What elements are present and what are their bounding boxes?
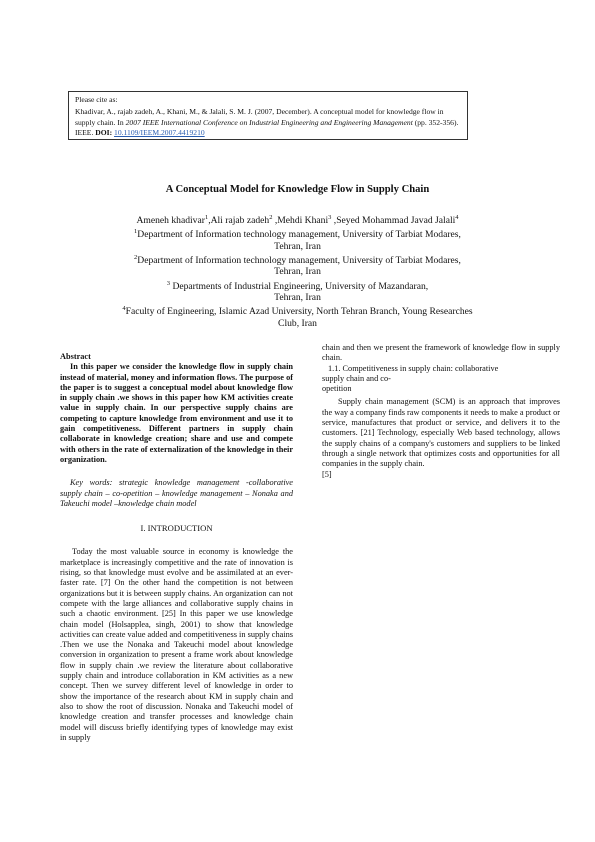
citation-pages: (pp. 352-356). IEEE. [75, 117, 459, 138]
right-column [322, 343, 560, 480]
citation-authors-title: Khadivar, A., rajab zadeh, A., Khani, M., & Jalali, S. M. J. (2007, December). A conceptual model for knowledge flow in supply chain. In [75, 107, 444, 127]
author-name: ,Seyed Mohammad Javad Jalali [331, 215, 456, 227]
paper-title: A Conceptual Model for Knowledge Flow in Supply Chain [165, 184, 430, 195]
abstract-heading: Abstract [60, 352, 91, 361]
affiliation-city: Tehran, Iran [274, 291, 321, 303]
affiliation [90, 226, 505, 240]
author-name: ,Ali rajab zadeh [208, 215, 270, 227]
citation-box [68, 91, 468, 140]
introduction-continuation: chain and then we present the framework of knowledge flow in supply chain. [322, 343, 560, 363]
left-column [60, 352, 293, 743]
author-superscript: 2 [269, 214, 273, 221]
affiliation-city: Tehran, Iran [274, 240, 321, 252]
keywords: Key words: strategic knowledge management -collaborative supply chain – co-opetition – knowledge management – Nonaka and Takeuchi model –knowledge chain model [60, 478, 293, 508]
subsection-heading: 1.1. Competitiveness in supply chain: collaborative [328, 363, 499, 373]
introduction-body: Today the most valuable source in economy is knowledge the marketplace is increasingly competitive and the rate of innovation is rising, so that knowledge must evolve and be assimilated at an ever-faster rate. [7] On the other hand the competition is not between organizations but it is between supply chains. An organization can not compete with the large alliances and collaborative supply chains in such a chaotic environment. [25] In this paper we use knowledge chain model (Holsapplea, singh, 2001) to show that knowledge activities can create value added and competitiveness in supply chains .Then we use the Nonaka and Takeuchi model about knowledge conversion in organization to present a frame work about knowledge flow in supply chain .we review the literature about collaborative supply chain and introduce collaboration in KM activities as a new concept. Then we survey different level of knowledge in order to show the importance of the research about KM in supply chain and also to show the root of discussion. Nonaka and Takeuchi model of knowledge creation and transfer processes and knowledge chain model will discuss briefly identifying types of knowledge may exist in supply [60, 547, 293, 742]
section-heading-introduction: I. INTRODUCTION [140, 523, 213, 534]
author-superscript: 1 [204, 214, 209, 221]
affiliation [90, 303, 505, 317]
affiliation-line: Department of Information technology management, University of Tarbiat Modares, [137, 255, 461, 267]
abstract-body: In this paper we consider the knowledge flow in supply chain instead of material, money and information flows. The purpose of the paper is to suggest a conceptual model about knowledge flow in supply chain .we shows in this paper how KM activities create value in supply chain. In our perspective supply chains are competing to capture knowledge from environment and use it to gain competitiveness. Different partners in supply chain collaborate in knowledge creation; share and use and compete with others in the rate of externalization of the knowledge in their organization. [60, 362, 293, 464]
citation-venue: 2007 IEEE International Conference on Industrial Engineering and Engineering Management [125, 117, 413, 127]
affiliation-superscript: 2 [134, 253, 138, 261]
affiliation [90, 278, 505, 292]
citation-doi-label: DOI: [95, 128, 113, 138]
scm-text: Supply chain management (SCM) is an approach that improves the way a company finds raw components it needs to make a product or service, manufactures that product or service, and delivers it to the customers. [21] Technology, especially Web based technology, allows the supply chains of a company's customers and suppliers to be linked through a single network that optimizes costs and opportunities for all companies in the supply chain. [322, 397, 561, 469]
author-list [90, 212, 505, 226]
affiliation-superscript: 3 [166, 279, 171, 287]
doi-link[interactable]: 10.1109/IEEM.2007.4419210 [114, 128, 205, 138]
subsection-heading-line: opetition [322, 384, 352, 394]
author-block [90, 212, 505, 329]
affiliation-superscript: 4 [122, 305, 126, 313]
author-superscript: 4 [455, 214, 459, 221]
citation-heading: Please cite as: [75, 95, 118, 104]
affiliation-superscript: 1 [134, 228, 138, 236]
affiliation-city: Tehran, Iran [274, 266, 321, 278]
author-name: Ameneh khadivar [136, 215, 205, 227]
citation-text [75, 107, 461, 138]
scm-paragraph [322, 397, 560, 479]
affiliation-line: Departments of Industrial Engineering, University of Mazandaran, [170, 280, 429, 292]
affiliation-line: Faculty of Engineering, Islamic Azad University, North Tehran Branch, Young Researches [125, 306, 473, 318]
affiliation-line: Department of Information technology management, University of Tarbiat Modares, [137, 229, 461, 241]
affiliation-city: Club, Iran [278, 317, 317, 329]
scm-reference: [5] [322, 469, 332, 479]
author-name: ,Mehdi Khani [272, 215, 329, 227]
affiliation [90, 252, 505, 266]
author-superscript: 3 [328, 214, 332, 221]
subsection-heading-line: supply chain and co- [322, 373, 391, 383]
